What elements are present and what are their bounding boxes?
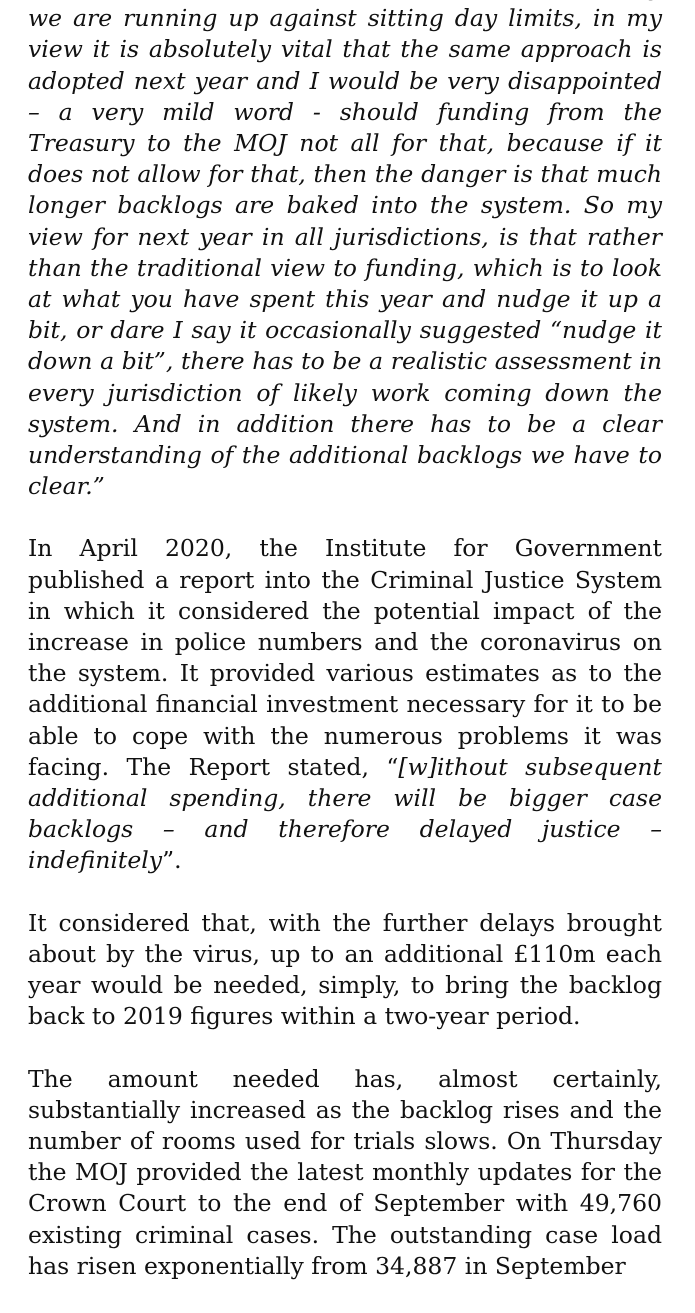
ifg-report-paragraph [28,533,662,876]
backlog-paragraph: The amount needed has, almost certainly, substantially increased as the backlog rises and the number of rooms used for trials slows. On Thursday the MOJ provided the latest monthly updates for the Crown Court to the end of September with 49,760 existing criminal cases. The outstanding case load has risen exponentially from 34,887 in September [28,1064,662,1280]
quote-paragraph: we are running up against sitting day limits, in my view it is absolutely vital that the same approach is adopted next year and I would be very disappointed – a very mild word - should funding from the Treasury to the MOJ not all for that, because if it does not allow for that, then the danger is that much longer backlogs are baked into the system. So my view for next year in all jurisdictions, is that rather than the traditional view to funding, which is to look at what you have spent this year and nudge it up a bit, or dare I say it occasionally suggested “nudge it down a bit”, there has to be a realistic assessment in every jurisdiction of likely work coming down the system. And in addition there has to be a clear understanding of the additional backlogs we have to clear.” [28,4,662,501]
ifg-report-text: In April 2020, the Institute for Government published a report into the Criminal Justice System in which it considered the potential impact of the increase in police numbers and the coronavirus on the system. It provided various estimates as to the additional financial investment necessary for it to be able to cope with the numerous problems it was facing. The Report stated, “ [28,534,662,781]
ifg-report-quote-end: ”. [162,846,182,875]
funding-estimate-paragraph: It considered that, with the further delays brought about by the virus, up to an additional £110m each year would be needed, simply, to bring the backlog back to 2019 figures within a two-year period. [28,908,662,1031]
ifg-report-quote: [w]ithout subsequent additional spending, there will be bigger case backlogs – and therefore delayed justice – indefinitely [28,752,662,875]
